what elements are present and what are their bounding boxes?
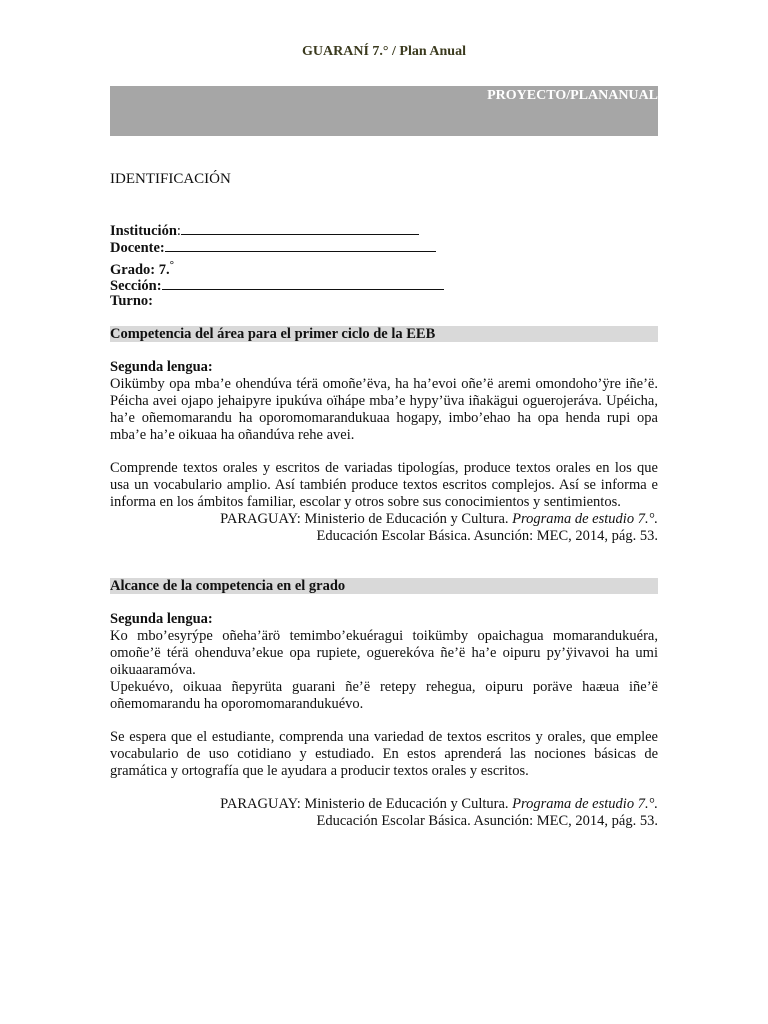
field-institucion <box>110 221 658 238</box>
section1-citation-title: Programa de estudio 7.°. <box>512 511 658 527</box>
section1-spanish-paragraph: Comprende textos orales y escritos de variadas tipologías, produce textos orales en los que usa un vocabulario amplio. Así también produce textos escritos complejos. Así se informa e informa en los ámbitos familiar, escolar y otros sobre sus conocimientos y sentimientos. <box>110 460 658 510</box>
field-label-docente: Docente: <box>110 240 165 256</box>
identification-heading: IDENTIFICACIÓN <box>110 171 231 187</box>
running-header: GUARANÍ 7.° / Plan Anual <box>302 44 466 59</box>
field-seccion <box>110 276 658 293</box>
field-grado <box>110 257 658 276</box>
section1-citation-prefix: PARAGUAY: Ministerio de Educación y Cultura. <box>220 511 513 527</box>
section-heading-competencia: Competencia del área para el primer ciclo de la EEB <box>110 326 658 342</box>
banner-label: PROYECTO/PLANANUAL <box>487 88 658 103</box>
identification-fields <box>110 221 658 310</box>
section1-citation-line1 <box>110 511 658 528</box>
blank-institucion[interactable] <box>181 221 419 235</box>
section2-guarani-paragraph-1: Ko mbo’esyrýpe oñeha’ärö temimbo’ekuéragui toikümby opaichagua momarandukuéra, omoñe’ë térä ohenduva’ekue opa rupiete, oguerekóva ñe’ë ha’e oipuru py’ÿivavoi ha umi oikuaaramóva. <box>110 628 658 678</box>
project-banner <box>110 86 658 136</box>
blank-docente[interactable] <box>165 238 436 252</box>
section2-subheading: Segunda lengua: <box>110 611 213 627</box>
grado-degree: ° <box>169 259 175 271</box>
section2-citation-line2: Educación Escolar Básica. Asunción: MEC, 2014, pág. 53. <box>316 813 658 829</box>
section1-citation-line2: Educación Escolar Básica. Asunción: MEC, 2014, pág. 53. <box>316 528 658 544</box>
section1-subheading: Segunda lengua: <box>110 359 213 375</box>
section2-spanish-paragraph: Se espera que el estudiante, comprenda una variedad de textos escritos y orales, que emplee vocabulario de uso cotidiano y estudiado. En estos aprenderá las nociones básicas de gramática y ortografía que le ayudara a producir textos orales y escritos. <box>110 729 658 779</box>
field-colon-institucion: : <box>176 223 181 239</box>
section1-guarani-paragraph: Oikümby opa mba’e ohendúva térä omoñe’ëva, ha ha’evoi oñe’ë aremi omondoho’ÿre iñe’ë. Péicha avei ojapo jehaipyre ipukúva oïhápe mba’e hypy’üva iñakägui oguerojeráva. Upéicha, ha’e oñemomarandu ha oporomomarandukuaa hogapy, imbo’ehao ha opa henda rupi opa mba’e ha’e oikuaa ha oñandúva rehe avei. <box>110 376 658 443</box>
section2-guarani-block <box>110 611 658 713</box>
section-heading-alcance: Alcance de la competencia en el grado <box>110 578 658 594</box>
section1-guarani-block <box>110 359 658 444</box>
field-label-turno: Turno: <box>110 293 153 309</box>
field-label-seccion: Sección: <box>110 278 162 294</box>
section2-citation-block <box>110 796 658 830</box>
section2-spanish-block <box>110 729 658 780</box>
section2-citation-prefix: PARAGUAY: Ministerio de Educación y Cultura. <box>220 796 513 812</box>
section2-citation-line1 <box>110 796 658 813</box>
section1-spanish-block <box>110 460 658 545</box>
section2-guarani-paragraph-2: Upekuévo, oikuaa ñepyrüta guarani ñe’ë retepy rehegua, oipuru poräve haæua iñe’ë oñemomarandu ha oporomomarandukuévo. <box>110 679 658 712</box>
blank-seccion[interactable] <box>162 276 444 290</box>
field-label-grado: Grado: 7. <box>110 262 170 278</box>
section2-citation-title: Programa de estudio 7.°. <box>512 796 658 812</box>
field-label-institucion: Institución <box>110 223 177 239</box>
field-docente <box>110 238 658 255</box>
field-turno <box>110 293 658 310</box>
